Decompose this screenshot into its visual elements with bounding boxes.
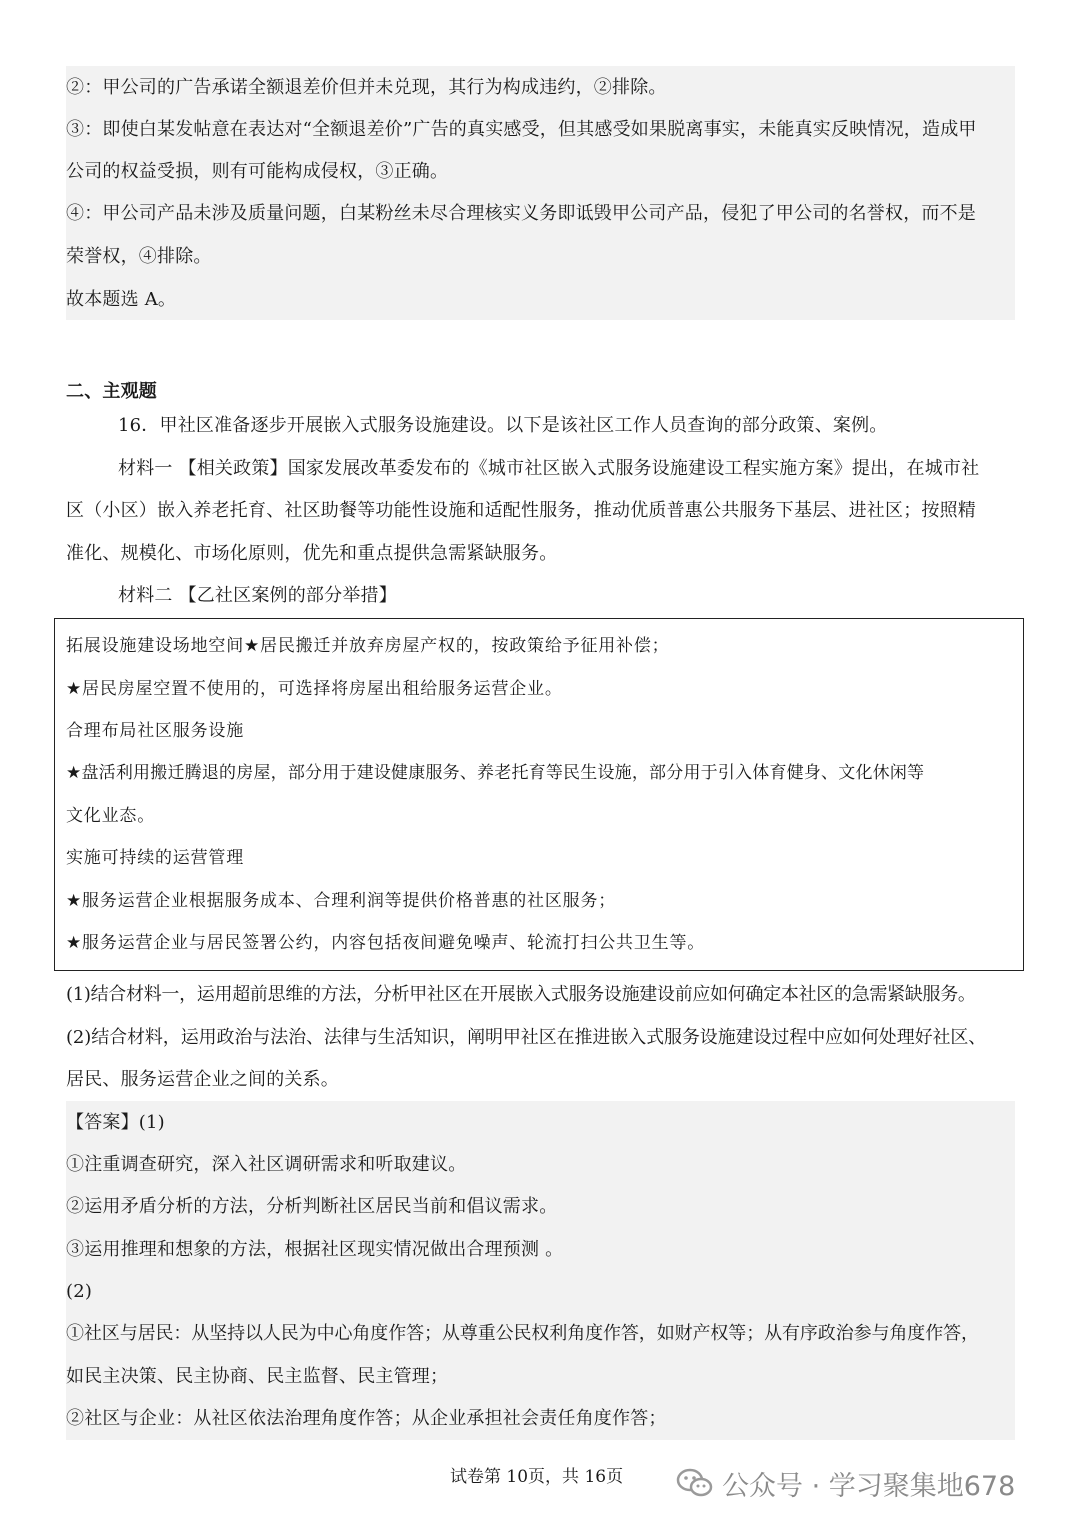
- page-footer: 试卷第 10页，共 16页: [450, 1467, 624, 1487]
- analysis-line: 荣誉权，④排除。: [66, 246, 212, 267]
- watermark-text: 公众号 · 学习聚集地678: [722, 1470, 1016, 1502]
- case-box-line: 实施可持续的运营管理: [66, 848, 244, 868]
- shaded-analysis-block: [66, 66, 1015, 320]
- answer-line: ①社区与居民：从坚持以人民为中心角度作答；从尊重公民权利角度作答，如财产权等；从有序政治参与角度作答，: [66, 1323, 979, 1344]
- answer-line: (2): [66, 1281, 93, 1302]
- answer-line: ③运用推理和想象的方法，根据社区现实情况做出合理预测 。: [66, 1239, 564, 1260]
- wechat-logo-icon: [676, 1467, 714, 1499]
- answer-line: ①注重调查研究，深入社区调研需求和听取建议。: [66, 1154, 467, 1175]
- case-box-line: ★居民房屋空置不使用的，可选择将房屋出租给服务运营企业。: [66, 679, 563, 699]
- case-box-line: 合理布局社区服务设施: [66, 721, 244, 741]
- shaded-answer-block: [66, 1101, 1015, 1440]
- case-box-line: ★盘活利用搬迁腾退的房屋，部分用于建设健康服务、养老托育等民生设施，部分用于引入体育健身、文化休闲等: [66, 763, 925, 783]
- analysis-line: ③：即使白某发帖意在表达对“全额退差价”广告的真实感受，但其感受如果脱离事实，未能真实反映情况，造成甲: [66, 119, 977, 140]
- section-heading: 二、主观题: [66, 381, 157, 402]
- sub-question: (1)结合材料一，运用超前思维的方法，分析甲社区在开展嵌入式服务设施建设前应如何确定本社区的急需紧缺服务。: [66, 984, 976, 1005]
- answer-line: ②运用矛盾分析的方法，分析判断社区居民当前和倡议需求。: [66, 1196, 558, 1217]
- material-line: 区（小区）嵌入养老托育、社区助餐等功能性设施和适配性服务，推动优质普惠公共服务下基层、进社区；按照精: [66, 500, 976, 521]
- analysis-line: ②：甲公司的广告承诺全额退差价但并未兑现，其行为构成违约，②排除。: [66, 77, 667, 98]
- analysis-line: ④：甲公司产品未涉及质量问题，白某粉丝未尽合理核实义务即诋毁甲公司产品，侵犯了甲公司的名誉权，而不是: [66, 203, 976, 224]
- case-box-line: 文化业态。: [66, 806, 155, 826]
- analysis-line: 公司的权益受损，则有可能构成侵权，③正确。: [66, 161, 449, 182]
- case-box-line: ★服务运营企业根据服务成本、合理利润等提供价格普惠的社区服务；: [66, 891, 617, 911]
- case-box-line: ★服务运营企业与居民签署公约，内容包括夜间避免噪声、轮流打扫公共卫生等。: [66, 933, 706, 953]
- answer-line: 【答案】(1): [66, 1112, 165, 1133]
- case-box-line: 拓展设施建设场地空间★居民搬迁并放弃房屋产权的，按政策给予征用补偿；: [66, 636, 670, 656]
- case-box: [54, 618, 1024, 971]
- sub-question: 居民、服务运营企业之间的关系。: [66, 1069, 339, 1090]
- answer-line: 如民主决策、民主协商、民主监督、民主管理；: [66, 1366, 449, 1387]
- answer-line: ②社区与企业：从社区依法治理角度作答；从企业承担社会责任角度作答；: [66, 1408, 667, 1429]
- analysis-line: 故本题选 A。: [66, 289, 177, 310]
- sub-question: (2)结合材料，运用政治与法治、法律与生活知识，阐明甲社区在推进嵌入式服务设施建设过程中应如何处理好社区、: [66, 1027, 987, 1048]
- watermark: [676, 1465, 1015, 1501]
- material-line: 准化、规模化、市场化原则，优先和重点提供急需紧缺服务。: [66, 543, 558, 564]
- material-line: 材料一 【相关政策】国家发展改革委发布的《城市社区嵌入式服务设施建设工程实施方案》提出，在城市社: [118, 458, 980, 479]
- material2-heading: 材料二 【乙社区案例的部分举措】: [118, 585, 397, 606]
- question-intro: 16．甲社区准备逐步开展嵌入式服务设施建设。以下是该社区工作人员查询的部分政策、案例。: [118, 415, 888, 436]
